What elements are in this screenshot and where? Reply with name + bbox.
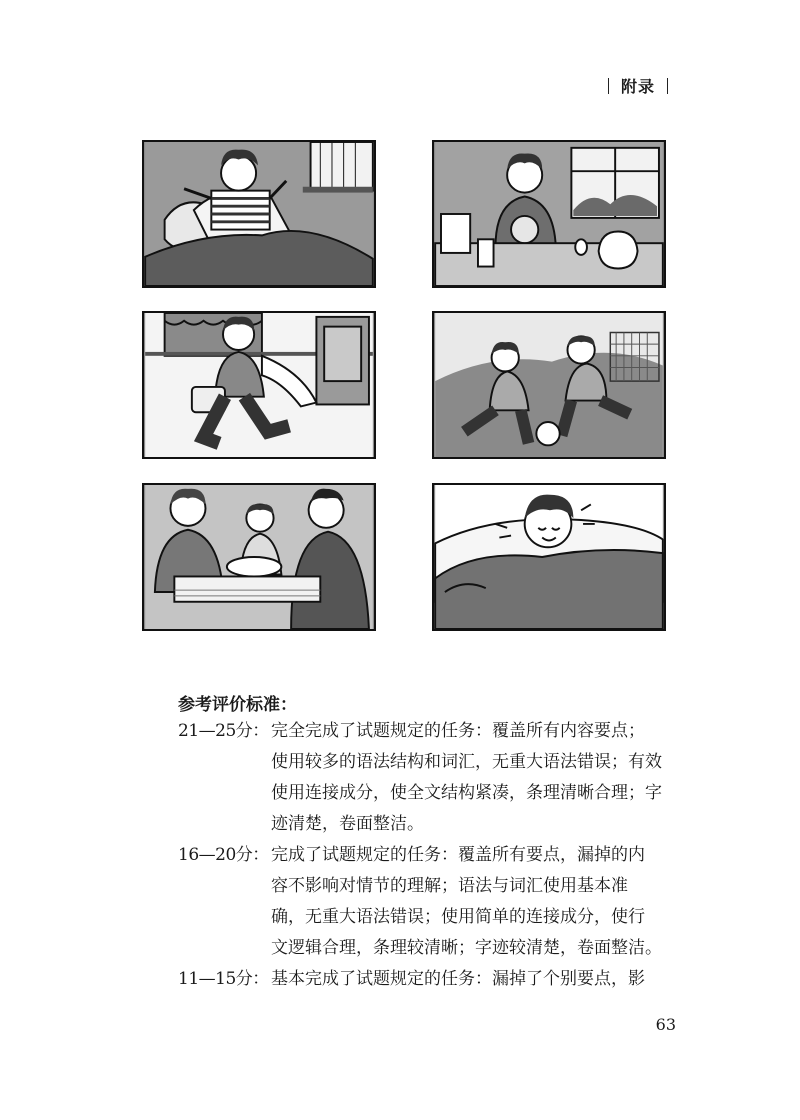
criteria-line: 完成了试题规定的任务：覆盖所有要点，漏掉的内: [271, 845, 645, 865]
family-dinner-illustration: [144, 485, 374, 629]
criteria-item: [178, 840, 680, 964]
page-number: 63: [655, 1015, 676, 1034]
criteria-line: 容不影响对情节的理解；语法与词汇使用基本准: [271, 876, 628, 896]
criteria-description: [271, 964, 680, 995]
criteria-line: 文逻辑合理，条理较清晰；字迹较清楚，卷面整洁。: [271, 938, 662, 958]
criteria-line: 使用较多的语法结构和词汇，无重大语法错误；有效: [271, 752, 662, 772]
criteria-score: 21—25分：: [178, 721, 269, 741]
running-header: [596, 74, 680, 97]
boy-waking-up-illustration: [144, 142, 374, 286]
criteria-line: 迹清楚，卷面整洁。: [271, 814, 424, 834]
panel-boy-waking-up: [142, 140, 376, 288]
panel-boys-playing-football: [432, 311, 666, 459]
criteria-score: 11—15分：: [178, 969, 269, 989]
criteria-line: 使用连接成分，使全文结构紧凑，条理清晰合理；字: [271, 783, 662, 803]
boy-going-to-school-illustration: [144, 313, 374, 457]
panel-boy-going-to-school: [142, 311, 376, 459]
boys-playing-football-illustration: [434, 313, 664, 457]
criteria-description: [271, 716, 680, 840]
boy-eating-breakfast-illustration: [434, 142, 664, 286]
panel-boy-sleeping: [432, 483, 666, 631]
header-section-title: 附录: [620, 77, 655, 96]
header-divider-left: [608, 78, 609, 94]
criteria-line: 确，无重大语法错误；使用简单的连接成分，使行: [271, 907, 645, 927]
criteria-score: 16—20分：: [178, 845, 269, 865]
criteria-item: [178, 716, 680, 840]
boy-sleeping-illustration: [434, 485, 664, 629]
criteria-item: [178, 964, 680, 995]
panel-family-dinner: [142, 483, 376, 631]
criteria-line: 基本完成了试题规定的任务：漏掉了个别要点，影: [271, 969, 645, 989]
header-divider-right: [667, 78, 668, 94]
criteria-title: 参考评价标准：: [178, 695, 297, 715]
criteria-line: 完全完成了试题规定的任务：覆盖所有内容要点；: [271, 721, 645, 741]
criteria-description: [271, 840, 680, 964]
criteria-list: [178, 716, 680, 995]
panel-boy-eating-breakfast: [432, 140, 666, 288]
